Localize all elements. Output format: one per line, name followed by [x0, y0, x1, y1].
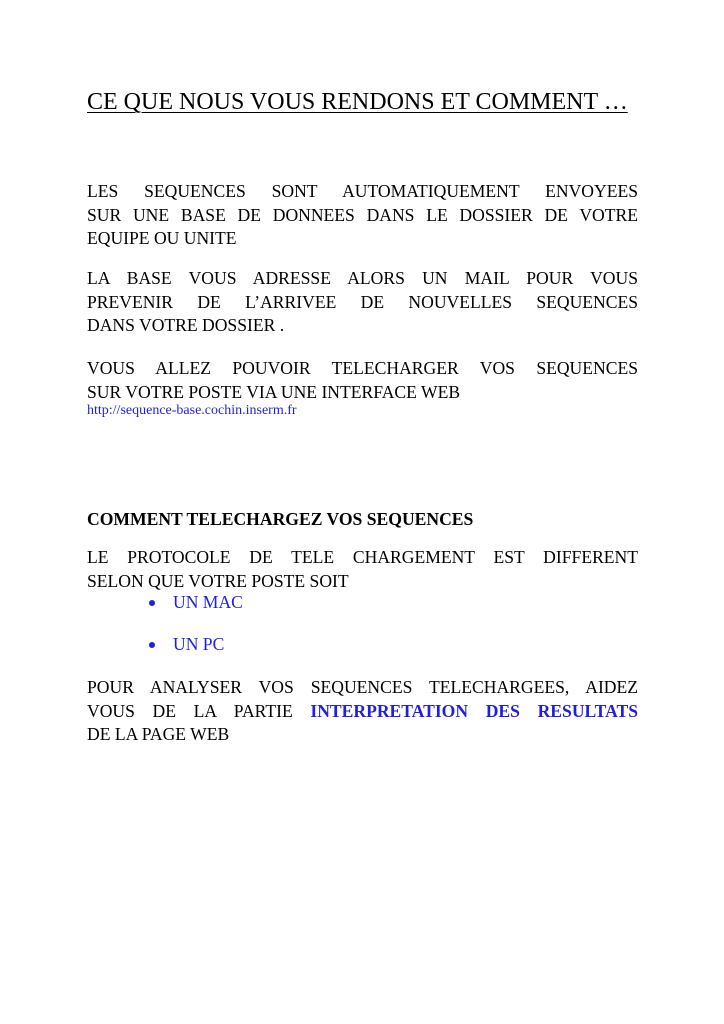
- paragraph-line-prefix: VOUS DE LA PARTIE: [87, 700, 293, 721]
- bullet-icon: [149, 600, 155, 606]
- paragraph-line: DANS VOTRE DOSSIER .: [87, 315, 285, 335]
- list-item-mac[interactable]: [87, 591, 638, 614]
- paragraph-download-info: [87, 357, 638, 404]
- paragraph-line: SUR UNE BASE DE DONNEES DANS LE DOSSIER DE VOTRE: [87, 204, 638, 225]
- paragraph-line: LA BASE VOUS ADRESSE ALORS UN MAIL POUR VOUS: [87, 268, 638, 288]
- section-heading-download: COMMENT TELECHARGEZ VOS SEQUENCES: [87, 509, 474, 529]
- paragraph-line: LES SEQUENCES SONT AUTOMATIQUEMENT ENVOYEES: [87, 181, 638, 201]
- paragraph-line: DE LA PAGE WEB: [87, 724, 230, 744]
- paragraph-line: SELON QUE VOTRE POSTE SOIT: [87, 570, 349, 591]
- paragraph-line: EQUIPE OU UNITE: [87, 228, 237, 248]
- paragraph-analysis: [87, 676, 638, 747]
- list-item-label: UN PC: [173, 634, 225, 654]
- paragraph-line: POUR ANALYSER VOS SEQUENCES TELECHARGEES, AIDEZ: [87, 677, 638, 697]
- paragraph-sequences-sent: [87, 180, 638, 251]
- paragraph-line: SUR VOTRE POSTE VIA UNE INTERFACE WEB: [87, 381, 461, 402]
- list-item-pc[interactable]: [87, 633, 638, 656]
- paragraph-line: PREVENIR DE L’ARRIVEE DE NOUVELLES SEQUENCES: [87, 291, 638, 312]
- list-item-label: UN MAC: [173, 592, 243, 612]
- paragraph-line: [87, 700, 638, 724]
- sequence-base-link[interactable]: http://sequence-base.cochin.inserm.fr: [87, 403, 297, 418]
- paragraph-protocol: [87, 546, 638, 593]
- paragraph-line: LE PROTOCOLE DE TELE CHARGEMENT EST DIFFERENT: [87, 547, 638, 567]
- paragraph-line: VOUS ALLEZ POUVOIR TELECHARGER VOS SEQUENCES: [87, 358, 638, 378]
- bullet-icon: [149, 642, 155, 648]
- platform-list: [87, 591, 638, 656]
- page-title: CE QUE NOUS VOUS RENDONS ET COMMENT …: [87, 89, 628, 115]
- interpretation-link[interactable]: INTERPRETATION DES RESULTATS: [310, 700, 639, 721]
- paragraph-mail-notice: [87, 267, 638, 338]
